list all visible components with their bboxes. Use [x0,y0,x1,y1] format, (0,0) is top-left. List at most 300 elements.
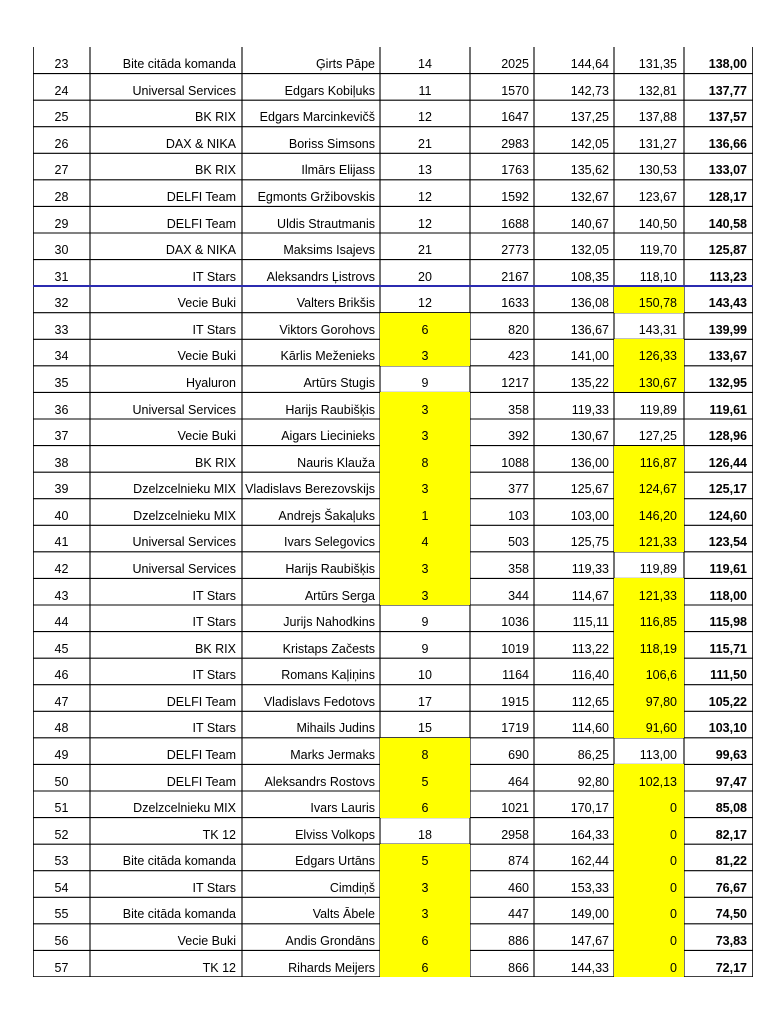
total-points: 1570 [501,83,529,98]
second-avg: 0 [614,818,684,845]
avg-points: 125,75 [570,535,609,550]
table-row [33,419,753,446]
second-avg: 0 [614,844,684,871]
total-points: 1217 [501,376,529,391]
avg-points: 144,33 [570,960,609,975]
row-number: 56 [54,934,69,949]
final-score: 113,23 [709,269,747,284]
total-points: 866 [508,960,529,975]
avg-points: 162,44 [570,854,609,869]
total-points: 103 [508,508,529,523]
table-row [33,764,753,791]
games: 4 [380,525,470,552]
games: 12 [418,216,432,231]
total-points: 2025 [501,57,529,72]
second-avg: 119,89 [639,562,677,577]
row-number: 34 [54,349,69,364]
player-name: Cimdiņš [329,880,375,895]
player-name: Aleksandrs Rostovs [264,774,375,789]
player-name: Egmonts Gržibovskis [257,190,375,205]
total-points: 460 [508,880,529,895]
table-row [33,233,753,260]
total-points: 2958 [501,827,529,842]
final-score: 81,22 [715,854,747,869]
avg-points: 130,67 [570,429,609,444]
team-name: DELFI Team [166,216,236,231]
games: 18 [418,827,432,842]
table-row [33,738,753,765]
final-score: 115,98 [709,615,747,630]
second-avg: 131,27 [638,136,677,151]
second-avg: 131,35 [638,57,677,72]
games: 9 [421,615,429,630]
second-avg: 121,33 [614,578,684,605]
team-name: IT Stars [192,322,236,337]
player-name: Harijs Raubišķis [285,402,375,417]
second-avg: 118,19 [614,632,684,659]
games: 13 [418,163,432,178]
table-row [33,924,753,951]
row-number: 52 [54,827,69,842]
team-name: Bite citāda komanda [122,57,236,72]
second-avg: 116,87 [614,446,684,473]
team-name: IT Stars [192,615,236,630]
player-name: Marks Jermaks [290,748,375,763]
total-points: 1719 [501,721,529,736]
player-name: Edgars Marcinkevičš [259,110,375,125]
row-number: 40 [54,508,69,523]
second-avg: 130,53 [638,163,677,178]
avg-points: 170,17 [570,801,609,816]
avg-points: 116,40 [571,668,609,683]
row-number: 54 [54,880,69,895]
second-avg: 97,80 [614,685,684,712]
final-score: 73,83 [715,934,747,949]
final-score: 99,63 [715,748,747,763]
team-name: TK 12 [202,960,236,975]
total-points: 464 [508,774,529,789]
table-row [33,153,753,180]
total-points: 2983 [501,136,529,151]
second-avg: 143,31 [638,322,677,337]
team-name: DELFI Team [166,748,236,763]
total-points: 1019 [501,641,529,656]
table-row [33,392,753,419]
final-score: 125,17 [708,482,747,497]
avg-points: 92,80 [577,774,609,789]
table-row [33,632,753,659]
row-number: 29 [54,216,69,231]
table-row [33,260,753,287]
row-number: 31 [54,269,69,284]
avg-points: 141,00 [570,349,609,364]
final-score: 133,07 [708,163,747,178]
row-number: 45 [54,641,69,656]
team-name: Dzelzcelnieku MIX [133,482,236,497]
final-score: 105,22 [708,694,747,709]
results-table [33,47,753,977]
avg-points: 136,00 [570,455,609,470]
team-name: TK 12 [202,827,236,842]
total-points: 820 [508,322,529,337]
avg-points: 135,22 [570,376,609,391]
final-score: 128,96 [708,429,747,444]
team-name: DAX & NIKA [165,136,236,151]
player-name: Artūrs Stugis [303,376,375,391]
avg-points: 142,73 [570,83,609,98]
second-avg: 0 [614,871,684,898]
player-name: Ivars Selegovics [283,535,375,550]
player-name: Andis Grondāns [285,934,375,949]
final-score: 138,00 [708,57,747,72]
table-row [33,658,753,685]
row-number: 36 [54,402,69,417]
team-name: Universal Services [132,83,236,98]
total-points: 1164 [502,668,529,683]
second-avg: 119,70 [639,243,677,258]
team-name: DELFI Team [166,774,236,789]
row-number: 51 [54,801,69,816]
avg-points: 135,62 [570,163,609,178]
team-name: BK RIX [195,163,236,178]
total-points: 2773 [501,243,529,258]
avg-points: 164,33 [570,827,609,842]
games: 1 [380,499,470,526]
team-name: Dzelzcelnieku MIX [133,801,236,816]
second-avg: 140,50 [638,216,677,231]
games: 20 [418,269,432,284]
player-name: Rihards Meijers [288,960,375,975]
final-score: 128,17 [708,190,747,205]
row-number: 55 [54,907,69,922]
player-name: Artūrs Serga [304,588,375,603]
final-score: 132,95 [708,376,747,391]
final-score: 74,50 [715,907,747,922]
team-name: BK RIX [195,110,236,125]
avg-points: 114,60 [571,721,609,736]
final-score: 133,67 [708,349,747,364]
row-number: 23 [54,57,69,72]
team-name: Hyaluron [185,376,236,391]
games: 12 [418,190,432,205]
final-score: 125,87 [708,243,747,258]
separator-line [33,285,753,287]
table-row [33,339,753,366]
second-avg: 118,10 [639,269,677,284]
final-score: 115,71 [709,641,747,656]
games: 11 [418,83,432,98]
games: 3 [380,392,470,419]
total-points: 1633 [501,296,529,311]
table-row [33,127,753,154]
row-number: 32 [54,296,69,311]
table-row [33,897,753,924]
player-name: Harijs Raubišķis [285,562,375,577]
table-row [33,47,753,74]
games: 3 [380,871,470,898]
final-score: 97,47 [715,774,747,789]
row-number: 25 [54,110,69,125]
total-points: 874 [508,854,529,869]
avg-points: 132,67 [570,190,609,205]
player-name: Ivars Lauris [310,801,375,816]
avg-points: 132,05 [570,243,609,258]
row-number: 38 [54,455,69,470]
team-name: Vecie Buki [177,429,236,444]
team-name: Vecie Buki [177,349,236,364]
team-name: IT Stars [192,269,236,284]
row-number: 43 [54,588,69,603]
player-name: Vladislavs Berezovskijs [245,481,375,496]
avg-points: 114,67 [571,588,609,603]
games: 6 [380,791,470,818]
player-name: Jurijs Nahodkins [283,615,375,630]
games: 14 [418,57,432,72]
total-points: 1088 [501,455,529,470]
second-avg: 116,85 [614,605,684,632]
row-number: 50 [54,774,69,789]
final-score: 111,50 [710,668,747,683]
row-number: 33 [54,322,69,337]
player-name: Viktors Gorohovs [279,322,375,337]
row-number: 27 [54,163,69,178]
games: 5 [380,764,470,791]
avg-points: 112,65 [571,694,609,709]
team-name: Universal Services [132,562,236,577]
games: 9 [421,641,429,656]
final-score: 137,77 [708,83,747,98]
team-name: BK RIX [195,455,236,470]
total-points: 1915 [501,694,529,709]
row-number: 48 [54,721,69,736]
team-name: Universal Services [132,535,236,550]
table-row [33,791,753,818]
row-number: 42 [54,562,69,577]
second-avg: 137,88 [638,110,677,125]
player-name: Andrejs Šakaļuks [278,508,375,523]
final-score: 123,54 [708,535,747,550]
table-row [33,286,753,313]
table-row [33,180,753,207]
total-points: 344 [508,588,529,603]
row-number: 37 [54,429,69,444]
games: 3 [380,897,470,924]
final-score: 118,00 [709,588,747,603]
total-points: 447 [508,907,529,922]
final-score: 137,57 [708,110,747,125]
avg-points: 147,67 [570,934,609,949]
avg-points: 115,11 [572,615,609,630]
second-avg: 123,67 [638,190,677,205]
table-row [33,525,753,552]
games: 3 [380,578,470,605]
total-points: 503 [508,535,529,550]
second-avg: 0 [614,950,684,977]
second-avg: 127,25 [638,429,677,444]
row-number: 57 [54,960,69,975]
total-points: 2167 [501,269,529,284]
games: 12 [418,296,432,311]
avg-points: 86,25 [577,748,609,763]
team-name: Vecie Buki [177,296,236,311]
table-row [33,206,753,233]
final-score: 136,66 [708,136,747,151]
player-name: Ģirts Pāpe [315,57,375,72]
player-name: Valters Brikšis [296,296,375,311]
row-number: 47 [54,694,69,709]
player-name: Kārlis Meženieks [280,349,375,364]
second-avg: 102,13 [614,764,684,791]
team-name: DELFI Team [166,694,236,709]
second-avg: 132,81 [638,83,677,98]
team-name: Universal Services [132,402,236,417]
table-row [33,499,753,526]
total-points: 358 [508,562,529,577]
total-points: 1688 [501,216,529,231]
player-name: Ilmārs Elijass [301,163,375,178]
row-number: 49 [54,748,69,763]
games: 12 [418,110,432,125]
player-name: Elviss Volkops [295,827,375,842]
avg-points: 140,67 [570,216,609,231]
team-name: Vecie Buki [177,934,236,949]
second-avg: 0 [614,924,684,951]
table-row [33,605,753,632]
games: 5 [380,844,470,871]
avg-points: 153,33 [570,880,609,895]
player-name: Maksims Isajevs [283,243,375,258]
table-row [33,446,753,473]
final-score: 140,58 [708,216,747,231]
table-row [33,100,753,127]
second-avg: 121,33 [614,525,684,552]
table-row [33,950,753,977]
team-name: IT Stars [192,721,236,736]
total-points: 886 [508,934,529,949]
row-number: 30 [54,243,69,258]
row-number: 28 [54,190,69,205]
team-name: IT Stars [192,880,236,895]
second-avg: 126,33 [614,339,684,366]
player-name: Edgars Urtāns [295,854,375,869]
games: 17 [418,694,432,709]
player-name: Vladislavs Fedotovs [263,694,375,709]
player-name: Mihails Judins [296,721,375,736]
table-row [33,578,753,605]
games: 3 [380,552,470,579]
avg-points: 136,08 [570,296,609,311]
final-score: 119,61 [709,402,747,417]
games: 21 [418,136,432,151]
total-points: 690 [508,748,529,763]
player-name: Kristaps Začests [282,641,375,656]
table-row [33,313,753,340]
final-score: 126,44 [708,455,747,470]
second-avg: 106,6 [614,658,684,685]
avg-points: 119,33 [571,402,609,417]
final-score: 103,10 [708,721,747,736]
table-row [33,74,753,101]
player-name: Nauris Klauža [297,455,375,470]
total-points: 1763 [501,163,529,178]
player-name: Aleksandrs Ļistrovs [266,269,375,284]
table-row [33,818,753,845]
row-number: 41 [54,535,69,550]
second-avg: 146,20 [614,499,684,526]
avg-points: 103,00 [570,508,609,523]
team-name: IT Stars [192,588,236,603]
team-name: DAX & NIKA [165,243,236,258]
team-name: IT Stars [192,668,236,683]
total-points: 392 [508,429,529,444]
row-number: 44 [54,615,69,630]
player-name: Boriss Simsons [288,136,375,151]
row-number: 35 [54,376,69,391]
team-name: BK RIX [195,641,236,656]
table-row [33,844,753,871]
games: 3 [380,472,470,499]
games: 10 [418,668,432,683]
player-name: Uldis Strautmanis [277,216,375,231]
avg-points: 137,25 [570,110,609,125]
row-number: 46 [54,668,69,683]
second-avg: 124,67 [614,472,684,499]
games: 3 [380,419,470,446]
second-avg: 0 [614,791,684,818]
total-points: 423 [508,349,529,364]
games: 8 [380,738,470,765]
row-number: 39 [54,482,69,497]
final-score: 124,60 [708,508,747,523]
final-score: 72,17 [715,960,747,975]
avg-points: 119,33 [571,562,609,577]
second-avg: 91,60 [614,711,684,738]
second-avg: 150,78 [614,286,684,313]
games: 15 [418,721,432,736]
games: 6 [380,313,470,340]
table-row [33,366,753,393]
player-name: Edgars Kobiļuks [284,83,375,98]
second-avg: 113,00 [639,748,677,763]
final-score: 143,43 [708,296,747,311]
team-name: Dzelzcelnieku MIX [133,508,236,523]
avg-points: 142,05 [570,136,609,151]
games: 3 [380,339,470,366]
final-score: 139,99 [708,322,747,337]
player-name: Romans Kaļiņins [281,668,375,683]
avg-points: 108,35 [570,269,609,284]
avg-points: 113,22 [571,641,609,656]
second-avg: 130,67 [614,366,684,393]
total-points: 1592 [501,190,529,205]
games: 8 [380,446,470,473]
avg-points: 136,67 [570,322,609,337]
total-points: 1647 [501,110,529,125]
second-avg: 119,89 [639,402,677,417]
games: 21 [418,243,432,258]
table-row [33,711,753,738]
table-row [33,871,753,898]
second-avg: 0 [614,897,684,924]
team-name: Bite citāda komanda [122,907,236,922]
player-name: Valts Ābele [312,907,375,922]
total-points: 1036 [501,615,529,630]
avg-points: 125,67 [570,482,609,497]
team-name: DELFI Team [166,190,236,205]
table-row [33,685,753,712]
row-number: 53 [54,854,69,869]
final-score: 119,61 [709,562,747,577]
